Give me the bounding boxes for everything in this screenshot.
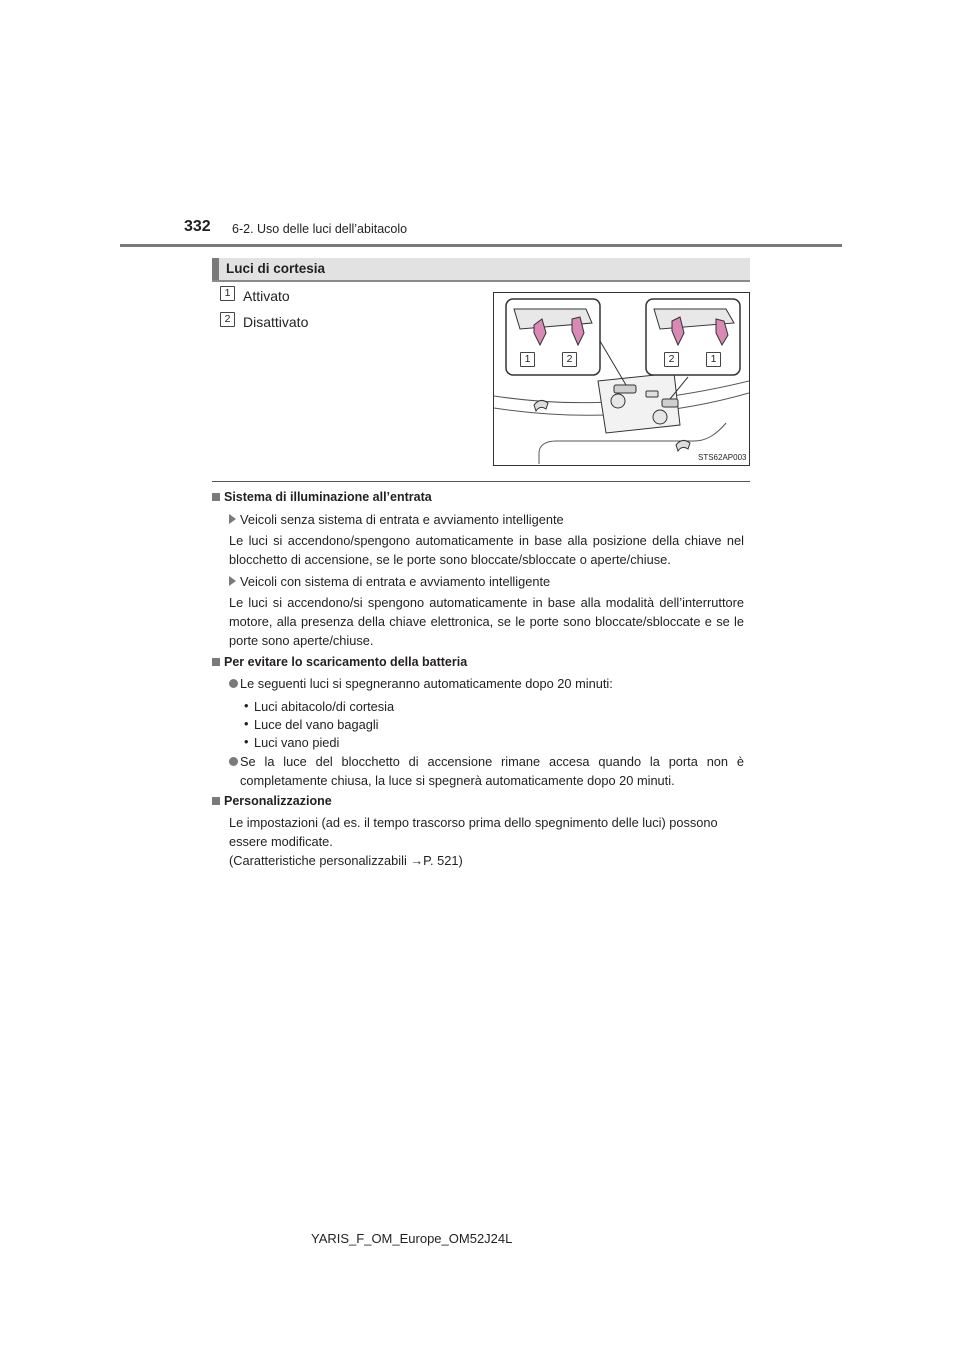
bullet-dot [229, 679, 238, 688]
header-rule [120, 244, 842, 247]
page-number: 332 [184, 218, 211, 235]
section-rule [212, 481, 750, 482]
custom-title: Personalizzazione [224, 794, 332, 808]
arrow-icon [229, 514, 236, 524]
list-bullet: • [244, 698, 249, 713]
legend-label-1: Attivato [243, 288, 290, 304]
heading-title: Luci di cortesia [226, 261, 326, 276]
battery-item-3: Luci vano piedi [254, 735, 340, 750]
legend-label-2: Disattivato [243, 314, 309, 330]
illustration-code: STS62AP003 [698, 453, 747, 462]
section-marker-custom [212, 797, 220, 805]
list-bullet: • [244, 716, 249, 731]
entry-case2-label: Veicoli con sistema di entrata e avviamento intelligente [240, 574, 551, 589]
legend-callout-2: 2 [220, 312, 235, 327]
section-marker-entry [212, 493, 220, 501]
entry-title: Sistema di illuminazione all’entrata [224, 490, 432, 504]
illustration-callout-left-2: 2 [562, 352, 577, 367]
section-title: 6-2. Uso delle luci dell’abitacolo [232, 222, 408, 236]
entry-case2-text: Le luci si accendono/si spengono automaticamente in base alla modalità dell’interruttore motore, alla presenza della chiave elettronica, se le porte sono bloccate/sbloccate e se le porte sono aperte/chiuse. [229, 595, 744, 648]
battery-item-1: Luci abitacolo/di cortesia [254, 699, 395, 714]
list-bullet: • [244, 734, 249, 749]
courtesy-light-illustration [493, 292, 750, 466]
arrow-icon [229, 576, 236, 586]
battery-title: Per evitare lo scaricamento della batteria [224, 655, 468, 669]
illustration-callout-right-2: 2 [664, 352, 679, 367]
document-footer: YARIS_F_OM_Europe_OM52J24L [311, 1231, 513, 1246]
entry-case1-text: Le luci si accendono/spengono automaticamente in base alla posizione della chiave nel blocchetto di accensione, se le porte sono bloccate/sbloccate o aperte/chiuse. [229, 533, 744, 567]
illustration-callout-left-1: 1 [520, 352, 535, 367]
custom-ref: (Caratteristiche personalizzabili →P. 521) [229, 853, 463, 868]
battery-point2: Se la luce del blocchetto di accensione rimane accesa quando la porta non è completamente chiusa, la luce si spegnerà automaticamente dopo 20 minuti. [240, 754, 744, 788]
bullet-dot [229, 757, 238, 766]
custom-text: Le impostazioni (ad es. il tempo trascorso prima dello spegnimento delle luci) possono essere modificate. [229, 815, 718, 849]
legend-callout-1: 1 [220, 286, 235, 301]
illustration-callout-right-1: 1 [706, 352, 721, 367]
battery-point1: Le seguenti luci si spegneranno automaticamente dopo 20 minuti: [240, 676, 613, 691]
illustration-drawing [494, 293, 749, 465]
section-marker-battery [212, 658, 220, 666]
entry-case1-label: Veicoli senza sistema di entrata e avviamento intelligente [240, 512, 564, 527]
heading-bar [212, 258, 219, 280]
battery-item-2: Luce del vano bagagli [254, 717, 379, 732]
heading-box [212, 258, 750, 282]
